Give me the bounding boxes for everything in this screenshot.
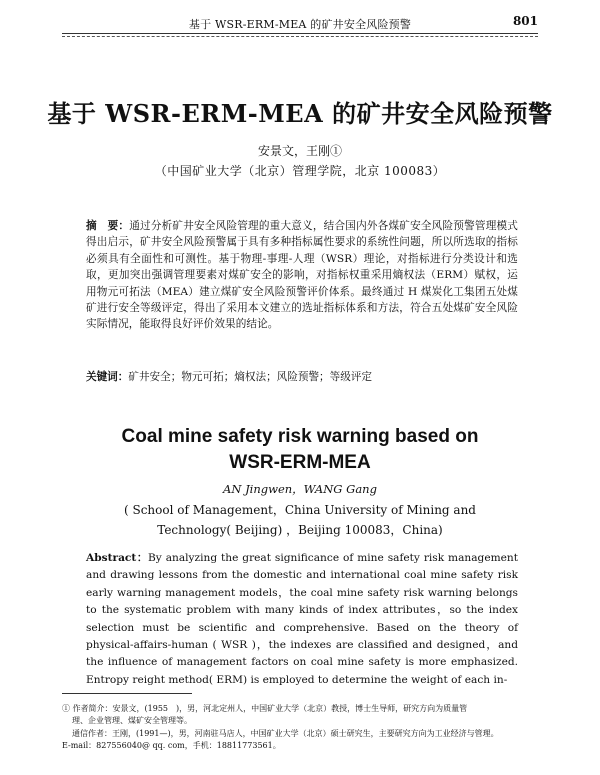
chinese-authors: 安景文，王刚①: [257, 144, 342, 158]
footnote-correspondence-line1: 通信作者：王刚，(1991—)，男，河南驻马店人，中国矿业大学（北京）硕士研究生，主要研究方向为工业经济与管理。: [72, 728, 499, 738]
chinese-keywords-label: 关键词：: [86, 371, 129, 383]
english-title: [0, 424, 600, 476]
footnote-author-line1: ① 作者简介：安景文，(1955 )，男，河北定州人，中国矿业大学（北京）教授，博士生导师，研究方向为质量管: [62, 704, 468, 713]
page-number: 801: [512, 14, 538, 28]
chinese-abstract-text: 通过分析矿井安全风险管理的重大意义，结合国内外各煤矿安全风险预警管理模式得出启示，矿井安全风险预警属于具有多种指标属性要求的系统性问题，所以所选取的指标必须具有全面性和可测性。基于物理-事理-人理（WSR）理论，对指标进行分类设计和选取，更加突出强调管理要素对煤矿安全的影响，对指标权重采用熵权法（ERM）赋权，运用物元可拓法（MEA）建立煤矿安全风险预警评价体系。最终通过 H 煤炭化工集团五处煤矿进行安全等级评定，得出了采用本文建立的选址指标体系和方法，符合五处煤矿安全风险实际情况，能取得良好评价效果的结论。: [86, 220, 518, 331]
english-affiliation: [100, 500, 500, 540]
chinese-affiliation: （中国矿业大学（北京）管理学院，北京 100083）: [154, 164, 446, 178]
english-abstract: [86, 550, 518, 689]
chinese-keywords: [86, 369, 518, 385]
chinese-keywords-text: 矿井安全；物元可拓；熵权法；风险预警；等级评定: [128, 371, 373, 383]
footnote-rule: [62, 693, 192, 694]
english-abstract-text: By analyzing the great significance of mine safety risk management and drawing lessons from the domestic and international coal mine safety risk early warning management models，the coal mine safety risk warning belongs to the systematic problem with many kinds of index attributes，so the index selection must be scientific and comprehensive. Based on the theory of physical-affairs-human ( WSR )，the indexes are classified and designed，and the influence of management factors on coal mine safety is more emphasized. Entropy reight method( ERM) is employed to determine the weight of each in-: [86, 552, 518, 686]
english-title-line2: WSR-ERM-MEA: [229, 452, 371, 473]
footnotes: [62, 703, 542, 753]
header-rule: [62, 33, 538, 34]
footnote-correspondence-line2: E-mail：827556040@ qq. com，手机：18811773561。: [62, 741, 281, 751]
header-dashed-rule: [62, 36, 538, 37]
english-authors: AN Jingwen，WANG Gang: [223, 482, 377, 496]
chinese-abstract-label: 摘 要：: [86, 220, 130, 232]
running-header: [62, 12, 538, 34]
english-affiliation-line2: Technology( Beijing) ，Beijing 100083，China): [157, 523, 443, 537]
chinese-abstract: [86, 218, 518, 333]
chinese-title: 基于 WSR-ERM-MEA 的矿井安全风险预警: [47, 99, 553, 128]
english-affiliation-line1: ( School of Management，China University of Mining and: [123, 503, 476, 517]
running-header-title: 基于 WSR-ERM-MEA 的矿井安全风险预警: [188, 18, 412, 31]
english-abstract-label: Abstract：: [86, 552, 148, 564]
footnote-author-line2: 理、企业管理、煤矿安全管理等。: [72, 716, 192, 726]
english-title-line1: Coal mine safety risk warning based on: [121, 426, 479, 447]
